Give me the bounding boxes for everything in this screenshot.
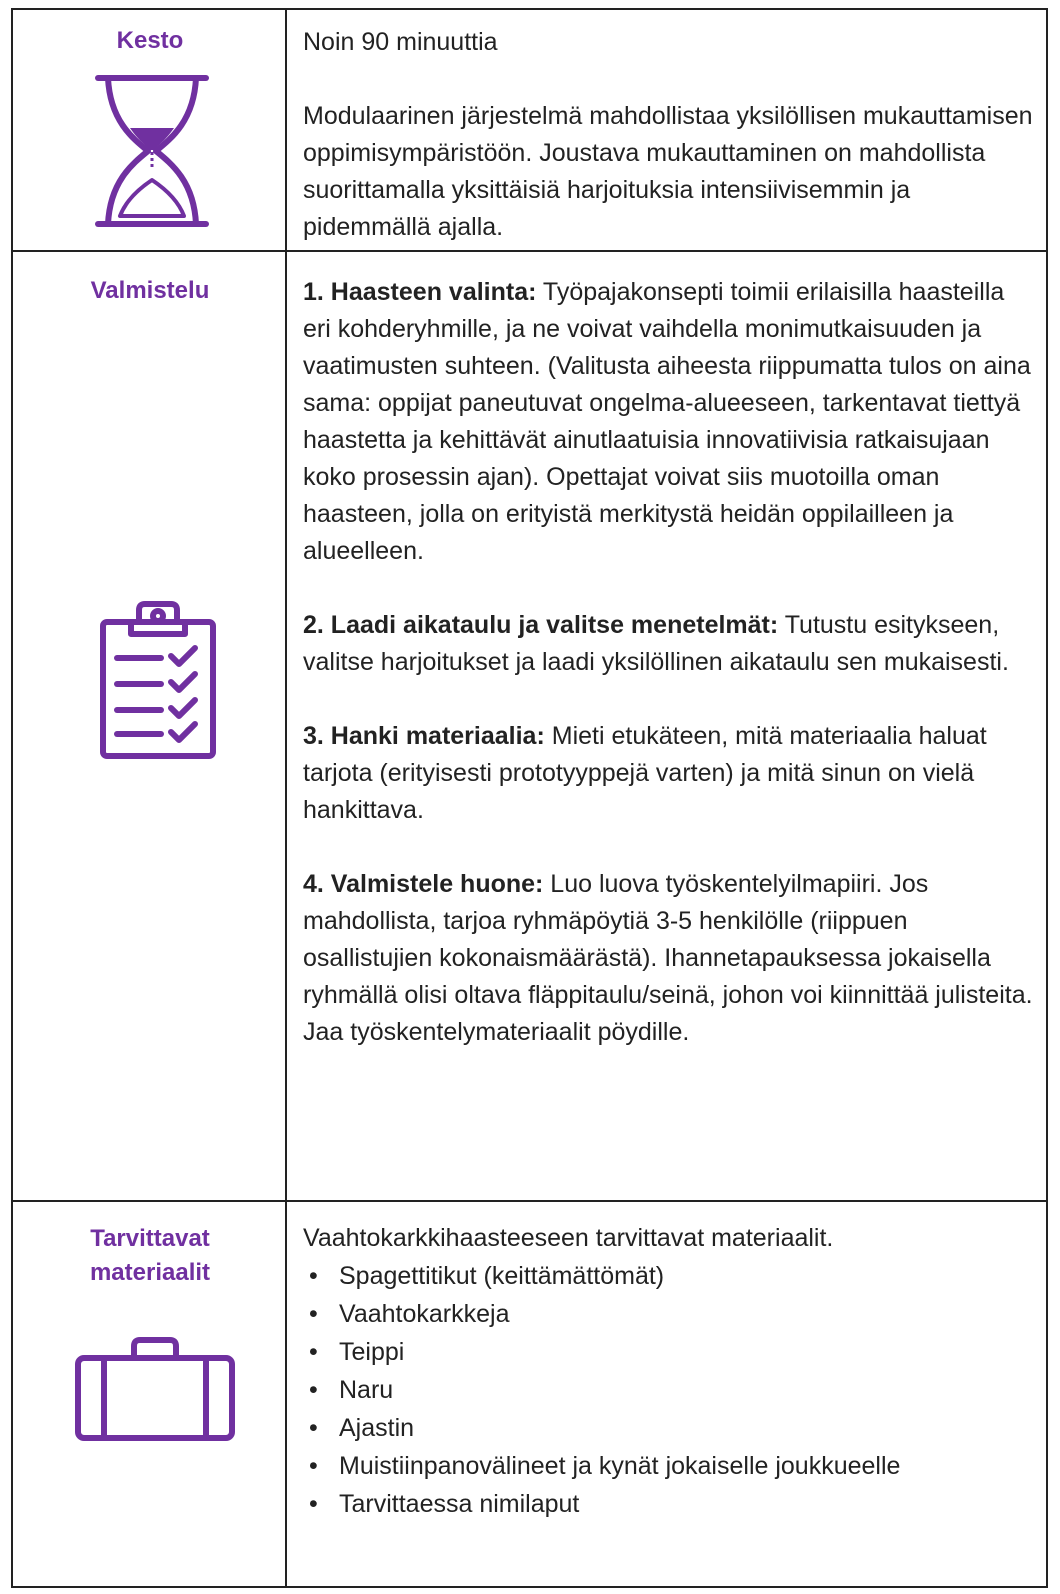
row-header-cell xyxy=(13,1202,287,1588)
row-label-preparation: Valmistelu xyxy=(90,277,210,304)
row-preparation xyxy=(13,252,1046,1202)
row-header-cell xyxy=(13,252,287,1200)
bullet-icon: • xyxy=(309,1262,318,1290)
duration-description: Modulaarinen järjestelmä mahdollistaa yksilöllisen mukauttamisen oppimisympäristöön. Joustava mukauttaminen on mahdollista suorittamalla yksittäisiä harjoituksia intensiivisemmin ja pidemmällä ajalla. xyxy=(303,102,1033,241)
prep-step-2-title: 2. Laadi aikataulu ja valitse menetelmät: xyxy=(303,611,779,639)
list-item: • Muistiinpanovälineet ja kynät jokaiselle joukkueelle xyxy=(303,1447,1036,1485)
list-item: • Tarvittaessa nimilaput xyxy=(303,1485,1036,1523)
bullet-icon: • xyxy=(309,1452,318,1480)
materials-content xyxy=(287,1202,1046,1588)
duration-value: Noin 90 minuuttia xyxy=(303,28,498,56)
bullet-icon: • xyxy=(309,1490,318,1518)
bullet-icon: • xyxy=(309,1376,318,1404)
row-label-materials-line1: Tarvittavat xyxy=(90,1225,210,1252)
row-label-materials-line2: materiaalit xyxy=(89,1259,211,1286)
preparation-content xyxy=(287,252,1046,1200)
prep-step-3-title: 3. Hanki materiaalia: xyxy=(303,722,545,750)
prep-step-1-title: 1. Haasteen valinta: xyxy=(303,278,537,306)
prep-step-1 xyxy=(303,274,1036,570)
info-table xyxy=(11,8,1048,1588)
row-materials xyxy=(13,1202,1046,1588)
duration-content xyxy=(287,10,1046,250)
prep-step-3 xyxy=(303,718,1036,829)
list-item: • Naru xyxy=(303,1371,1036,1409)
prep-step-1-text: Työpajakonsepti toimii erilaisilla haasteilla eri kohderyhmille, ja ne voivat vaihdella monimutkaisuuden ja vaatimusten suhteen. (Valitusta aiheesta riippumatta tulos on aina sama: oppijat paneutuvat ongelma-alueeseen, tarkentavat tiettyä haastetta ja kehittävät ainutlaatuisia innovatiivisia ratkaisujaan koko prosessin ajan). Opettajat voivat siis muotoilla oman haasteen, jolla on erityistä merkitystä heidän oppilailleen ja alueelleen. xyxy=(303,278,1031,565)
bullet-icon: • xyxy=(309,1300,318,1328)
materials-list xyxy=(303,1257,1036,1523)
prep-step-2 xyxy=(303,607,1036,681)
materials-intro: Vaahtokarkkihaasteeseen tarvittavat materiaalit. xyxy=(303,1224,834,1252)
list-item: • Ajastin xyxy=(303,1409,1036,1447)
row-duration xyxy=(13,10,1046,252)
suitcase-icon xyxy=(74,1336,236,1442)
list-item: • Spagettitikut (keittämättömät) xyxy=(303,1257,1036,1295)
prep-step-4 xyxy=(303,866,1036,1051)
clipboard-checklist-icon xyxy=(97,600,219,762)
row-label-materials xyxy=(13,1222,287,1290)
prep-step-4-text: Luo luova työskentelyilmapiiri. Jos mahdollista, tarjoa ryhmäpöytiä 3-5 henkilölle (riippuen osallistujien kokonaismäärästä). Ihannetapauksessa jokaisella ryhmällä olisi oltava fläppitaulu/seinä, johon voi kiinnittää julisteita. Jaa työskentelymateriaalit pöydille. xyxy=(303,870,1033,1046)
list-item: • Teippi xyxy=(303,1333,1036,1371)
row-header-cell xyxy=(13,10,287,250)
list-item: • Vaahtokarkkeja xyxy=(303,1295,1036,1333)
hourglass-icon xyxy=(92,72,212,230)
row-label-duration: Kesto xyxy=(116,27,184,54)
bullet-icon: • xyxy=(309,1414,318,1442)
bullet-icon: • xyxy=(309,1338,318,1366)
prep-step-2-text: Tutustu esitykseen, valitse harjoitukset ja laadi yksilöllinen aikataulu sen mukaisesti. xyxy=(303,611,1009,676)
prep-step-3-text: Mieti etukäteen, mitä materiaalia haluat tarjota (erityisesti prototyyppejä varten) ja mitä sinun on vielä hankittava. xyxy=(303,722,987,824)
prep-step-4-title: 4. Valmistele huone: xyxy=(303,870,544,898)
